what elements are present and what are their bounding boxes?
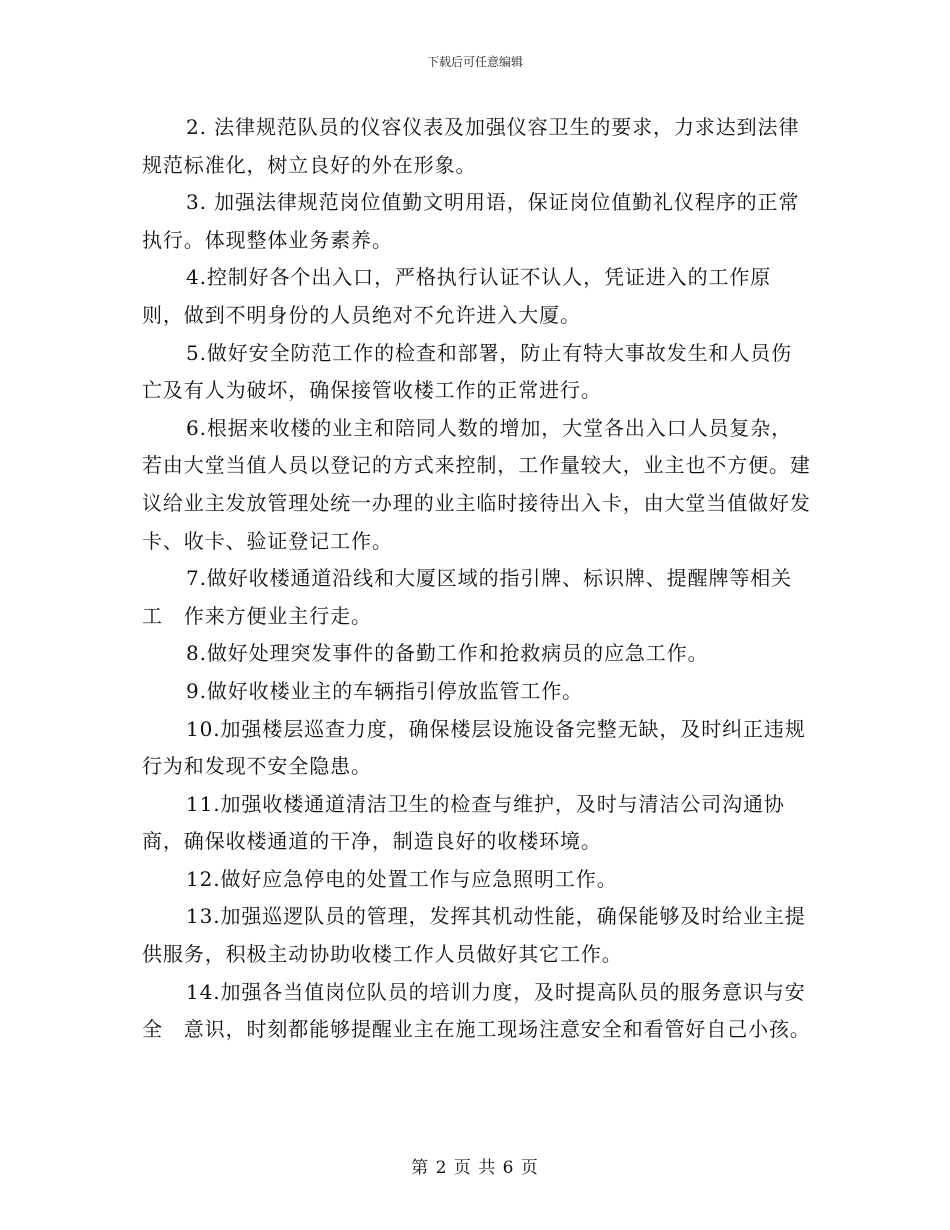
paragraph-item-3: 3. 加强法律规范岗位值勤文明用语，保证岗位值勤礼仪程序的正常执行。体现整体业务素养。 [142, 190, 800, 252]
paragraph-item-7: 7.做好收楼通道沿线和大厦区域的指引牌、标识牌、提醒牌等相关工 作来方便业主行走。 [142, 566, 793, 628]
page-footer [0, 1153, 950, 1178]
paragraph-item-11: 11.加强收楼通道清洁卫生的检查与维护，及时与清洁公司沟通协商，确保收楼通道的干净，制造良好的收楼环境。 [142, 791, 785, 854]
page-number-label: 第 2 页 共 6 页 [411, 1158, 539, 1178]
paragraph-item-9: 9.做好收楼业主的车辆指引停放监管工作。 [186, 678, 584, 703]
paragraph-item-14: 14.加强各当值岗位队员的培训力度，及时提高队员的服务意识与安全 意识，时刻都能够提醒业主在施工现场注意安全和看管好自己小孩。 [142, 979, 811, 1042]
paragraph-item-8: 8.做好处理突发事件的备勤工作和抢救病员的应急工作。 [186, 641, 709, 666]
page-header-note: 下载后可任意编辑 [426, 55, 523, 69]
document-body [142, 109, 812, 1049]
paragraph-item-5: 5.做好安全防范工作的检查和部署，防止有特大事故发生和人员伤亡及有人为破坏，确保接管收楼工作的正常进行。 [142, 340, 793, 403]
paragraph-item-12: 12.做好应急停电的处置工作与应急照明工作。 [186, 866, 618, 891]
paragraph-item-13: 13.加强巡逻队员的管理，发挥其机动性能，确保能够及时给业主提供服务，积极主动协助收楼工作人员做好其它工作。 [142, 904, 806, 967]
paragraph-item-4: 4.控制好各个出入口，严格执行认证不认人，凭证进入的工作原则，做到不明身份的人员绝对不允许进入大厦。 [142, 265, 772, 327]
paragraph-item-2: 2. 法律规范队员的仪容仪表及加强仪容卫生的要求，力求达到法律规范标准化，树立良好的外在形象。 [142, 115, 800, 177]
paragraph-item-6: 6.根据来收楼的业主和陪同人数的增加，大堂各出入口人员复杂，若由大堂当值人员以登记的方式来控制，工作量较大，业主也不方便。建议给业主发放管理处统一办理的业主临时接待出入卡，由大堂当值做好发卡、收卡、验证登记工作。 [142, 415, 811, 553]
paragraph-item-10: 10.加强楼层巡查力度，确保楼层设施设备完整无缺，及时纠正违规行为和发现不安全隐患。 [142, 716, 806, 779]
